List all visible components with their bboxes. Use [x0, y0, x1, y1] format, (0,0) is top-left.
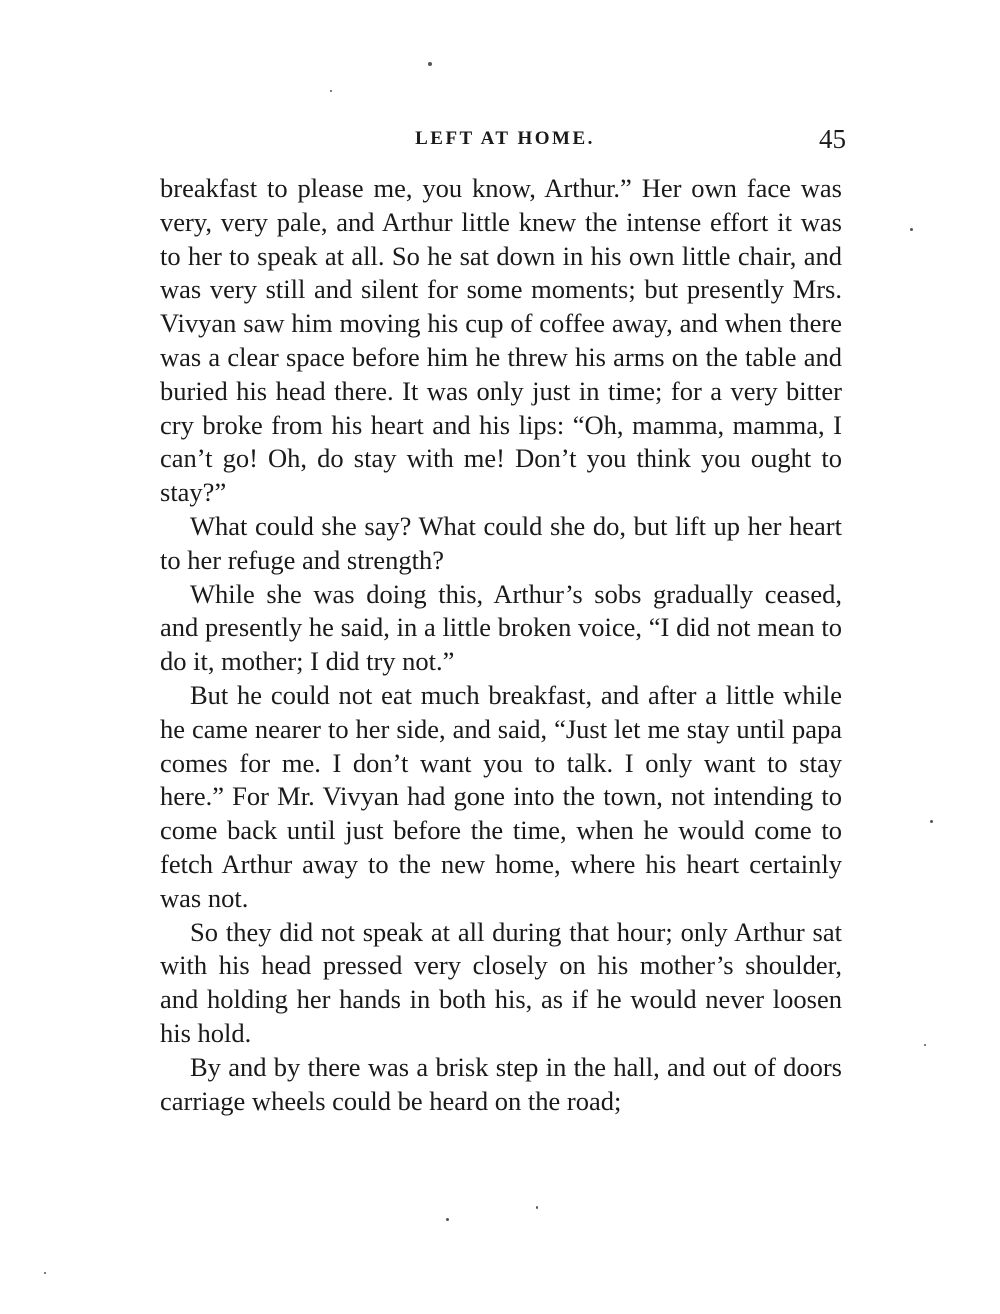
page-number: 45: [819, 124, 846, 154]
scan-speck: [910, 228, 913, 231]
body-text: [160, 172, 842, 1118]
paragraph: While she was doing this, Arthur’s sobs gradually ceased, and presently he said, in a little broken voice, “I did not mean to do it, mother; I did try not.”: [160, 578, 842, 677]
scan-speck: [924, 1044, 926, 1046]
scan-speck: [930, 820, 933, 823]
scan-speck: [428, 62, 432, 66]
paragraph-continued: breakfast to please me, you know, Arthur.” Her own face was very, very pale, and Arthur little knew the intense effort it was to her to speak at all. So he sat down in his own little chair, and was very still and silent for some moments; but presently Mrs. Vivyan saw him moving his cup of coffee away, and when there was a clear space before him he threw his arms on the table and buried his head there. It was only just in time; for a very bitter cry broke from his heart and his lips: “Oh, mamma, mamma, I can’t go! Oh, do stay with me! Don’t you think you ought to stay?”: [160, 173, 842, 508]
scan-speck: [536, 1206, 538, 1209]
scan-speck: [44, 1272, 46, 1274]
scan-speck: [330, 90, 332, 92]
paragraph: What could she say? What could she do, but lift up her heart to her refuge and strength?: [160, 510, 842, 575]
paragraph: But he could not eat much breakfast, and after a little while he came nearer to her side, and said, “Just let me stay until papa comes for me. I don’t want you to talk. I only want to stay here.” For Mr. Vivyan had gone into the town, not intending to come back until just before the time, when he would come to fetch Arthur away to the new home, where his heart certainly was not.: [160, 679, 842, 913]
running-title: LEFT AT HOME.: [415, 128, 595, 149]
scan-speck: [446, 1218, 449, 1221]
running-head: [160, 122, 850, 162]
paragraph: By and by there was a brisk step in the hall, and out of doors carriage wheels could be heard on the road;: [160, 1051, 842, 1116]
paragraph: So they did not speak at all during that hour; only Arthur sat with his head pressed very closely on his mother’s shoulder, and holding her hands in both his, as if he would never loosen his hold.: [160, 916, 842, 1048]
